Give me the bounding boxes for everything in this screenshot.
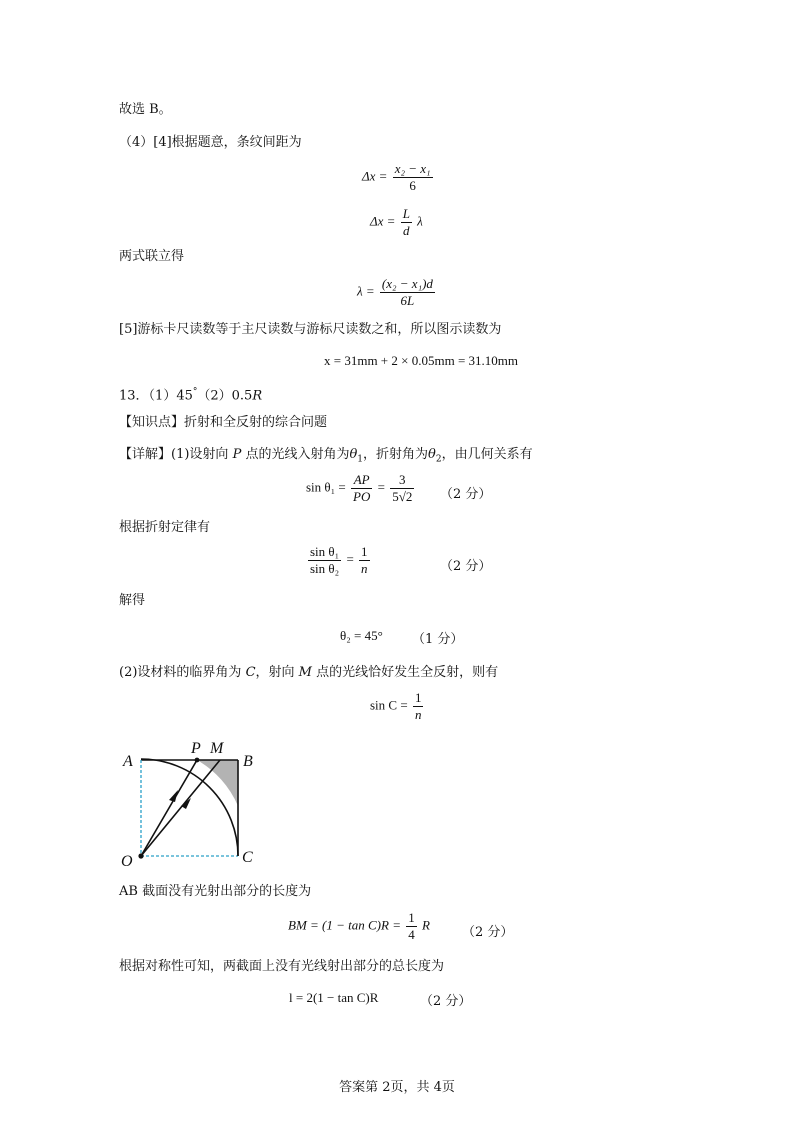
eq-fringe-spacing-1: Δx = $\frac{\text{x₂ − x₁}}{6}$ <box>362 161 431 193</box>
label-M: M <box>210 740 224 757</box>
line-ab-length: AB 截面没有光射出部分的长度为 <box>119 884 312 899</box>
eq-critical-angle: sin C = $\frac{1}{n}$ <box>370 690 422 722</box>
detail-part1: 【详解】(1)设射向 P 点的光线入射角为$\theta_1$，折射角为$\theta_2$，由几何关系有 <box>119 447 533 465</box>
score-2: （2 分） <box>440 559 492 574</box>
eq-snell: $\frac{\text{sin θ₁}}{\text{sin θ₂}}$ = $\frac{1}{n}$ <box>310 544 368 576</box>
line-snell-intro: 根据折射定律有 <box>119 520 211 535</box>
label-P: P <box>191 740 201 757</box>
geometry-figure <box>115 738 285 868</box>
score-3: （1 分） <box>412 632 464 647</box>
page-footer: 答案第 2页，共 4页 <box>339 1080 455 1095</box>
line-conclusion: 故选 B。 <box>119 102 172 117</box>
eq-sin-theta1: sin θ₁ = $\frac{AP}{PO}$ = $\frac{3}{5√2}$ <box>306 472 413 504</box>
detail-part2: (2)设材料的临界角为 C，射向 M 点的光线恰好发生全反射，则有 <box>119 665 499 680</box>
label-O: O <box>121 853 133 868</box>
eq-wavelength: λ = $\frac{\text{(x₂ − x₁)d}}{6L}$ <box>357 276 433 308</box>
line-combine: 两式联立得 <box>119 249 185 264</box>
eq-fringe-spacing-2: Δx = $\frac{L}{d}$ λ <box>370 206 423 238</box>
q13-answer: 13．（1）45°（2）0.5R <box>119 387 263 404</box>
line-vernier: [5]游标卡尺读数等于主尺读数与游标尺读数之和，所以图示读数为 <box>119 322 502 337</box>
label-C: C <box>242 849 253 866</box>
label-A: A <box>123 753 133 770</box>
eq-total-length: l = 2(1 − tan C)R <box>289 990 379 1005</box>
eq-bm: BM = (1 − tan C)R = $\frac{1}{4}$ R <box>288 910 430 942</box>
eq-reading: x = 31mm + 2 × 0.05mm = 31.10mm <box>324 353 518 368</box>
knowledge-point: 【知识点】折射和全反射的综合问题 <box>119 415 328 430</box>
score-4: （2 分） <box>462 925 514 940</box>
line-part4-intro: （4）[4]根据题意，条纹间距为 <box>119 135 302 150</box>
score-5: （2 分） <box>420 994 472 1009</box>
label-B: B <box>243 753 253 770</box>
line-symmetry: 根据对称性可知，两截面上没有光线射出部分的总长度为 <box>119 959 445 974</box>
score-1: （2 分） <box>440 487 492 502</box>
eq-theta2: θ₂ = 45° <box>340 628 383 643</box>
line-solve: 解得 <box>119 593 146 608</box>
